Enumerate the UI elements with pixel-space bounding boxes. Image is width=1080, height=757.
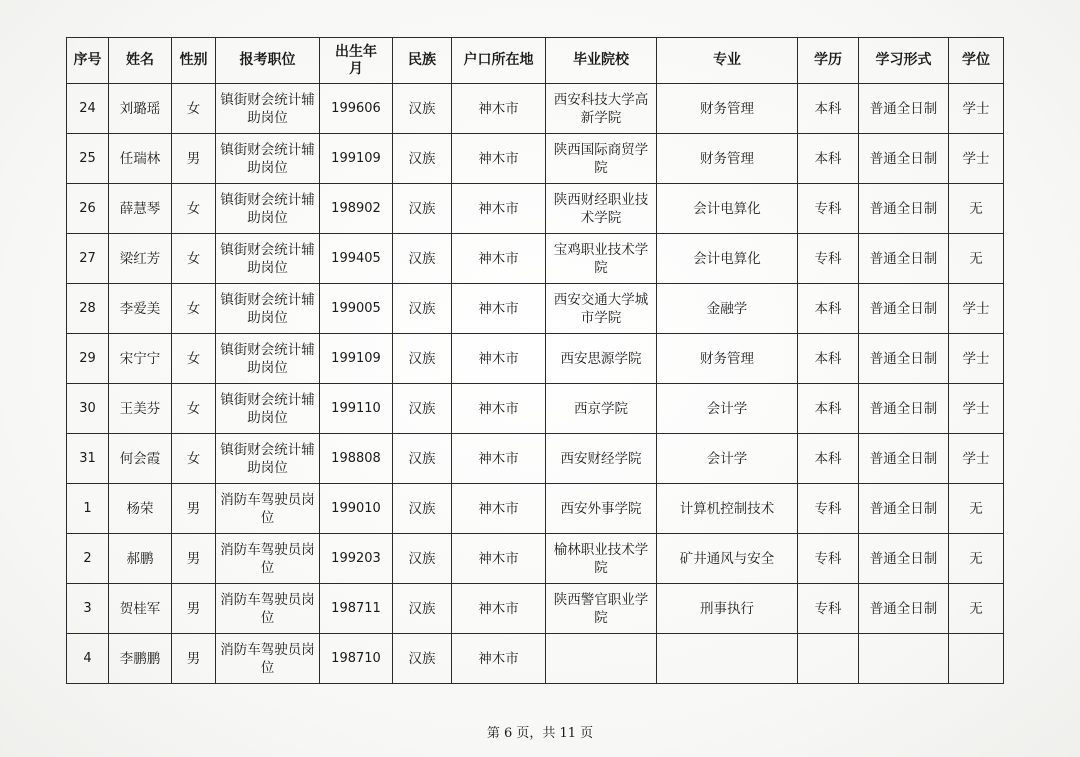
cell-degree: 无 bbox=[949, 234, 1004, 284]
cell-education: 本科 bbox=[798, 134, 859, 184]
cell-position: 镇街财会统计辅助岗位 bbox=[216, 234, 320, 284]
cell-school bbox=[546, 634, 657, 684]
table-row bbox=[67, 184, 1004, 234]
cell-major: 财务管理 bbox=[657, 84, 798, 134]
cell-name: 郝鹏 bbox=[109, 534, 172, 584]
cell-gender: 男 bbox=[172, 634, 216, 684]
header-birth: 出生年月 bbox=[320, 38, 393, 84]
cell-school: 西安交通大学城市学院 bbox=[546, 284, 657, 334]
cell-hukou: 神木市 bbox=[452, 634, 546, 684]
table-header-row bbox=[67, 38, 1004, 84]
header-position: 报考职位 bbox=[216, 38, 320, 84]
cell-study-mode: 普通全日制 bbox=[859, 434, 949, 484]
cell-education: 专科 bbox=[798, 184, 859, 234]
cell-study-mode: 普通全日制 bbox=[859, 484, 949, 534]
cell-education: 本科 bbox=[798, 84, 859, 134]
cell-degree: 无 bbox=[949, 184, 1004, 234]
cell-ethnicity: 汉族 bbox=[393, 434, 452, 484]
cell-degree: 无 bbox=[949, 534, 1004, 584]
cell-hukou: 神木市 bbox=[452, 84, 546, 134]
cell-education: 本科 bbox=[798, 284, 859, 334]
table-row bbox=[67, 284, 1004, 334]
cell-school: 陕西财经职业技术学院 bbox=[546, 184, 657, 234]
cell-gender: 女 bbox=[172, 434, 216, 484]
table-body bbox=[67, 84, 1004, 684]
cell-major: 金融学 bbox=[657, 284, 798, 334]
cell-major: 刑事执行 bbox=[657, 584, 798, 634]
cell-hukou: 神木市 bbox=[452, 184, 546, 234]
cell-birth: 199110 bbox=[320, 384, 393, 434]
table-row bbox=[67, 584, 1004, 634]
cell-gender: 女 bbox=[172, 234, 216, 284]
cell-name: 宋宁宁 bbox=[109, 334, 172, 384]
cell-major: 会计学 bbox=[657, 384, 798, 434]
cell-major: 矿井通风与安全 bbox=[657, 534, 798, 584]
cell-degree: 学士 bbox=[949, 434, 1004, 484]
cell-education: 专科 bbox=[798, 484, 859, 534]
cell-seq: 1 bbox=[67, 484, 109, 534]
cell-ethnicity: 汉族 bbox=[393, 234, 452, 284]
cell-school: 宝鸡职业技术学院 bbox=[546, 234, 657, 284]
cell-degree: 学士 bbox=[949, 384, 1004, 434]
table-row bbox=[67, 534, 1004, 584]
table-row bbox=[67, 384, 1004, 434]
cell-name: 薛慧琴 bbox=[109, 184, 172, 234]
cell-seq: 2 bbox=[67, 534, 109, 584]
cell-birth: 198808 bbox=[320, 434, 393, 484]
cell-school: 西安科技大学高新学院 bbox=[546, 84, 657, 134]
cell-study-mode: 普通全日制 bbox=[859, 134, 949, 184]
cell-study-mode bbox=[859, 634, 949, 684]
cell-ethnicity: 汉族 bbox=[393, 84, 452, 134]
cell-hukou: 神木市 bbox=[452, 134, 546, 184]
cell-name: 刘璐瑶 bbox=[109, 84, 172, 134]
cell-position: 消防车驾驶员岗位 bbox=[216, 484, 320, 534]
cell-study-mode: 普通全日制 bbox=[859, 384, 949, 434]
cell-major: 财务管理 bbox=[657, 334, 798, 384]
cell-gender: 女 bbox=[172, 284, 216, 334]
cell-position: 镇街财会统计辅助岗位 bbox=[216, 434, 320, 484]
header-ethnicity: 民族 bbox=[393, 38, 452, 84]
cell-ethnicity: 汉族 bbox=[393, 134, 452, 184]
cell-gender: 男 bbox=[172, 584, 216, 634]
cell-gender: 男 bbox=[172, 484, 216, 534]
cell-degree: 无 bbox=[949, 484, 1004, 534]
header-degree: 学位 bbox=[949, 38, 1004, 84]
cell-seq: 31 bbox=[67, 434, 109, 484]
cell-degree: 学士 bbox=[949, 84, 1004, 134]
cell-study-mode: 普通全日制 bbox=[859, 284, 949, 334]
cell-position: 镇街财会统计辅助岗位 bbox=[216, 334, 320, 384]
cell-birth: 198710 bbox=[320, 634, 393, 684]
cell-school: 西京学院 bbox=[546, 384, 657, 434]
cell-school: 西安财经学院 bbox=[546, 434, 657, 484]
cell-ethnicity: 汉族 bbox=[393, 184, 452, 234]
cell-degree: 无 bbox=[949, 584, 1004, 634]
cell-major: 计算机控制技术 bbox=[657, 484, 798, 534]
cell-school: 陕西国际商贸学院 bbox=[546, 134, 657, 184]
header-education: 学历 bbox=[798, 38, 859, 84]
table-row bbox=[67, 234, 1004, 284]
header-school: 毕业院校 bbox=[546, 38, 657, 84]
cell-ethnicity: 汉族 bbox=[393, 334, 452, 384]
cell-position: 镇街财会统计辅助岗位 bbox=[216, 384, 320, 434]
cell-school: 西安外事学院 bbox=[546, 484, 657, 534]
cell-position: 镇街财会统计辅助岗位 bbox=[216, 184, 320, 234]
cell-education: 专科 bbox=[798, 534, 859, 584]
cell-gender: 女 bbox=[172, 334, 216, 384]
cell-ethnicity: 汉族 bbox=[393, 634, 452, 684]
cell-ethnicity: 汉族 bbox=[393, 384, 452, 434]
cell-birth: 199203 bbox=[320, 534, 393, 584]
table-row bbox=[67, 434, 1004, 484]
cell-position: 消防车驾驶员岗位 bbox=[216, 584, 320, 634]
cell-degree: 学士 bbox=[949, 334, 1004, 384]
cell-ethnicity: 汉族 bbox=[393, 534, 452, 584]
header-gender: 性别 bbox=[172, 38, 216, 84]
cell-birth: 199010 bbox=[320, 484, 393, 534]
cell-hukou: 神木市 bbox=[452, 584, 546, 634]
cell-ethnicity: 汉族 bbox=[393, 484, 452, 534]
cell-hukou: 神木市 bbox=[452, 534, 546, 584]
cell-education: 本科 bbox=[798, 384, 859, 434]
cell-study-mode: 普通全日制 bbox=[859, 334, 949, 384]
cell-degree: 学士 bbox=[949, 134, 1004, 184]
cell-hukou: 神木市 bbox=[452, 384, 546, 434]
cell-gender: 男 bbox=[172, 534, 216, 584]
cell-position: 镇街财会统计辅助岗位 bbox=[216, 84, 320, 134]
cell-study-mode: 普通全日制 bbox=[859, 584, 949, 634]
table-row bbox=[67, 134, 1004, 184]
header-name: 姓名 bbox=[109, 38, 172, 84]
cell-gender: 女 bbox=[172, 384, 216, 434]
cell-gender: 女 bbox=[172, 184, 216, 234]
table-row bbox=[67, 634, 1004, 684]
cell-birth: 199405 bbox=[320, 234, 393, 284]
cell-degree bbox=[949, 634, 1004, 684]
cell-name: 李爱美 bbox=[109, 284, 172, 334]
cell-major bbox=[657, 634, 798, 684]
cell-education: 专科 bbox=[798, 234, 859, 284]
header-major: 专业 bbox=[657, 38, 798, 84]
cell-birth: 198902 bbox=[320, 184, 393, 234]
cell-school: 西安思源学院 bbox=[546, 334, 657, 384]
cell-name: 梁红芳 bbox=[109, 234, 172, 284]
header-hukou: 户口所在地 bbox=[452, 38, 546, 84]
cell-education: 专科 bbox=[798, 584, 859, 634]
cell-major: 会计电算化 bbox=[657, 234, 798, 284]
cell-birth: 199109 bbox=[320, 334, 393, 384]
cell-name: 王美芬 bbox=[109, 384, 172, 434]
cell-study-mode: 普通全日制 bbox=[859, 184, 949, 234]
cell-seq: 30 bbox=[67, 384, 109, 434]
cell-name: 贺桂军 bbox=[109, 584, 172, 634]
cell-seq: 27 bbox=[67, 234, 109, 284]
cell-major: 会计学 bbox=[657, 434, 798, 484]
cell-position: 消防车驾驶员岗位 bbox=[216, 534, 320, 584]
cell-birth: 199109 bbox=[320, 134, 393, 184]
cell-seq: 3 bbox=[67, 584, 109, 634]
cell-seq: 29 bbox=[67, 334, 109, 384]
cell-seq: 28 bbox=[67, 284, 109, 334]
header-study-mode: 学习形式 bbox=[859, 38, 949, 84]
cell-position: 消防车驾驶员岗位 bbox=[216, 634, 320, 684]
cell-hukou: 神木市 bbox=[452, 484, 546, 534]
cell-seq: 26 bbox=[67, 184, 109, 234]
page-footer: 第 6 页，共 11 页 bbox=[486, 726, 594, 741]
cell-school: 榆林职业技术学院 bbox=[546, 534, 657, 584]
cell-name: 任瑞林 bbox=[109, 134, 172, 184]
cell-ethnicity: 汉族 bbox=[393, 284, 452, 334]
cell-education bbox=[798, 634, 859, 684]
cell-seq: 25 bbox=[67, 134, 109, 184]
cell-seq: 4 bbox=[67, 634, 109, 684]
cell-study-mode: 普通全日制 bbox=[859, 84, 949, 134]
table-row bbox=[67, 484, 1004, 534]
cell-study-mode: 普通全日制 bbox=[859, 234, 949, 284]
cell-hukou: 神木市 bbox=[452, 434, 546, 484]
cell-hukou: 神木市 bbox=[452, 234, 546, 284]
cell-position: 镇街财会统计辅助岗位 bbox=[216, 284, 320, 334]
cell-major: 财务管理 bbox=[657, 134, 798, 184]
cell-birth: 199005 bbox=[320, 284, 393, 334]
cell-birth: 198711 bbox=[320, 584, 393, 634]
cell-ethnicity: 汉族 bbox=[393, 584, 452, 634]
cell-position: 镇街财会统计辅助岗位 bbox=[216, 134, 320, 184]
cell-seq: 24 bbox=[67, 84, 109, 134]
applicant-table bbox=[66, 37, 1004, 684]
cell-gender: 女 bbox=[172, 84, 216, 134]
cell-birth: 199606 bbox=[320, 84, 393, 134]
cell-name: 何会霞 bbox=[109, 434, 172, 484]
cell-hukou: 神木市 bbox=[452, 334, 546, 384]
cell-study-mode: 普通全日制 bbox=[859, 534, 949, 584]
cell-education: 本科 bbox=[798, 334, 859, 384]
header-seq: 序号 bbox=[67, 38, 109, 84]
cell-education: 本科 bbox=[798, 434, 859, 484]
cell-name: 杨荣 bbox=[109, 484, 172, 534]
table-row bbox=[67, 334, 1004, 384]
cell-hukou: 神木市 bbox=[452, 284, 546, 334]
table-row bbox=[67, 84, 1004, 134]
cell-degree: 学士 bbox=[949, 284, 1004, 334]
cell-name: 李鹏鹏 bbox=[109, 634, 172, 684]
cell-school: 陕西警官职业学院 bbox=[546, 584, 657, 634]
cell-gender: 男 bbox=[172, 134, 216, 184]
cell-major: 会计电算化 bbox=[657, 184, 798, 234]
